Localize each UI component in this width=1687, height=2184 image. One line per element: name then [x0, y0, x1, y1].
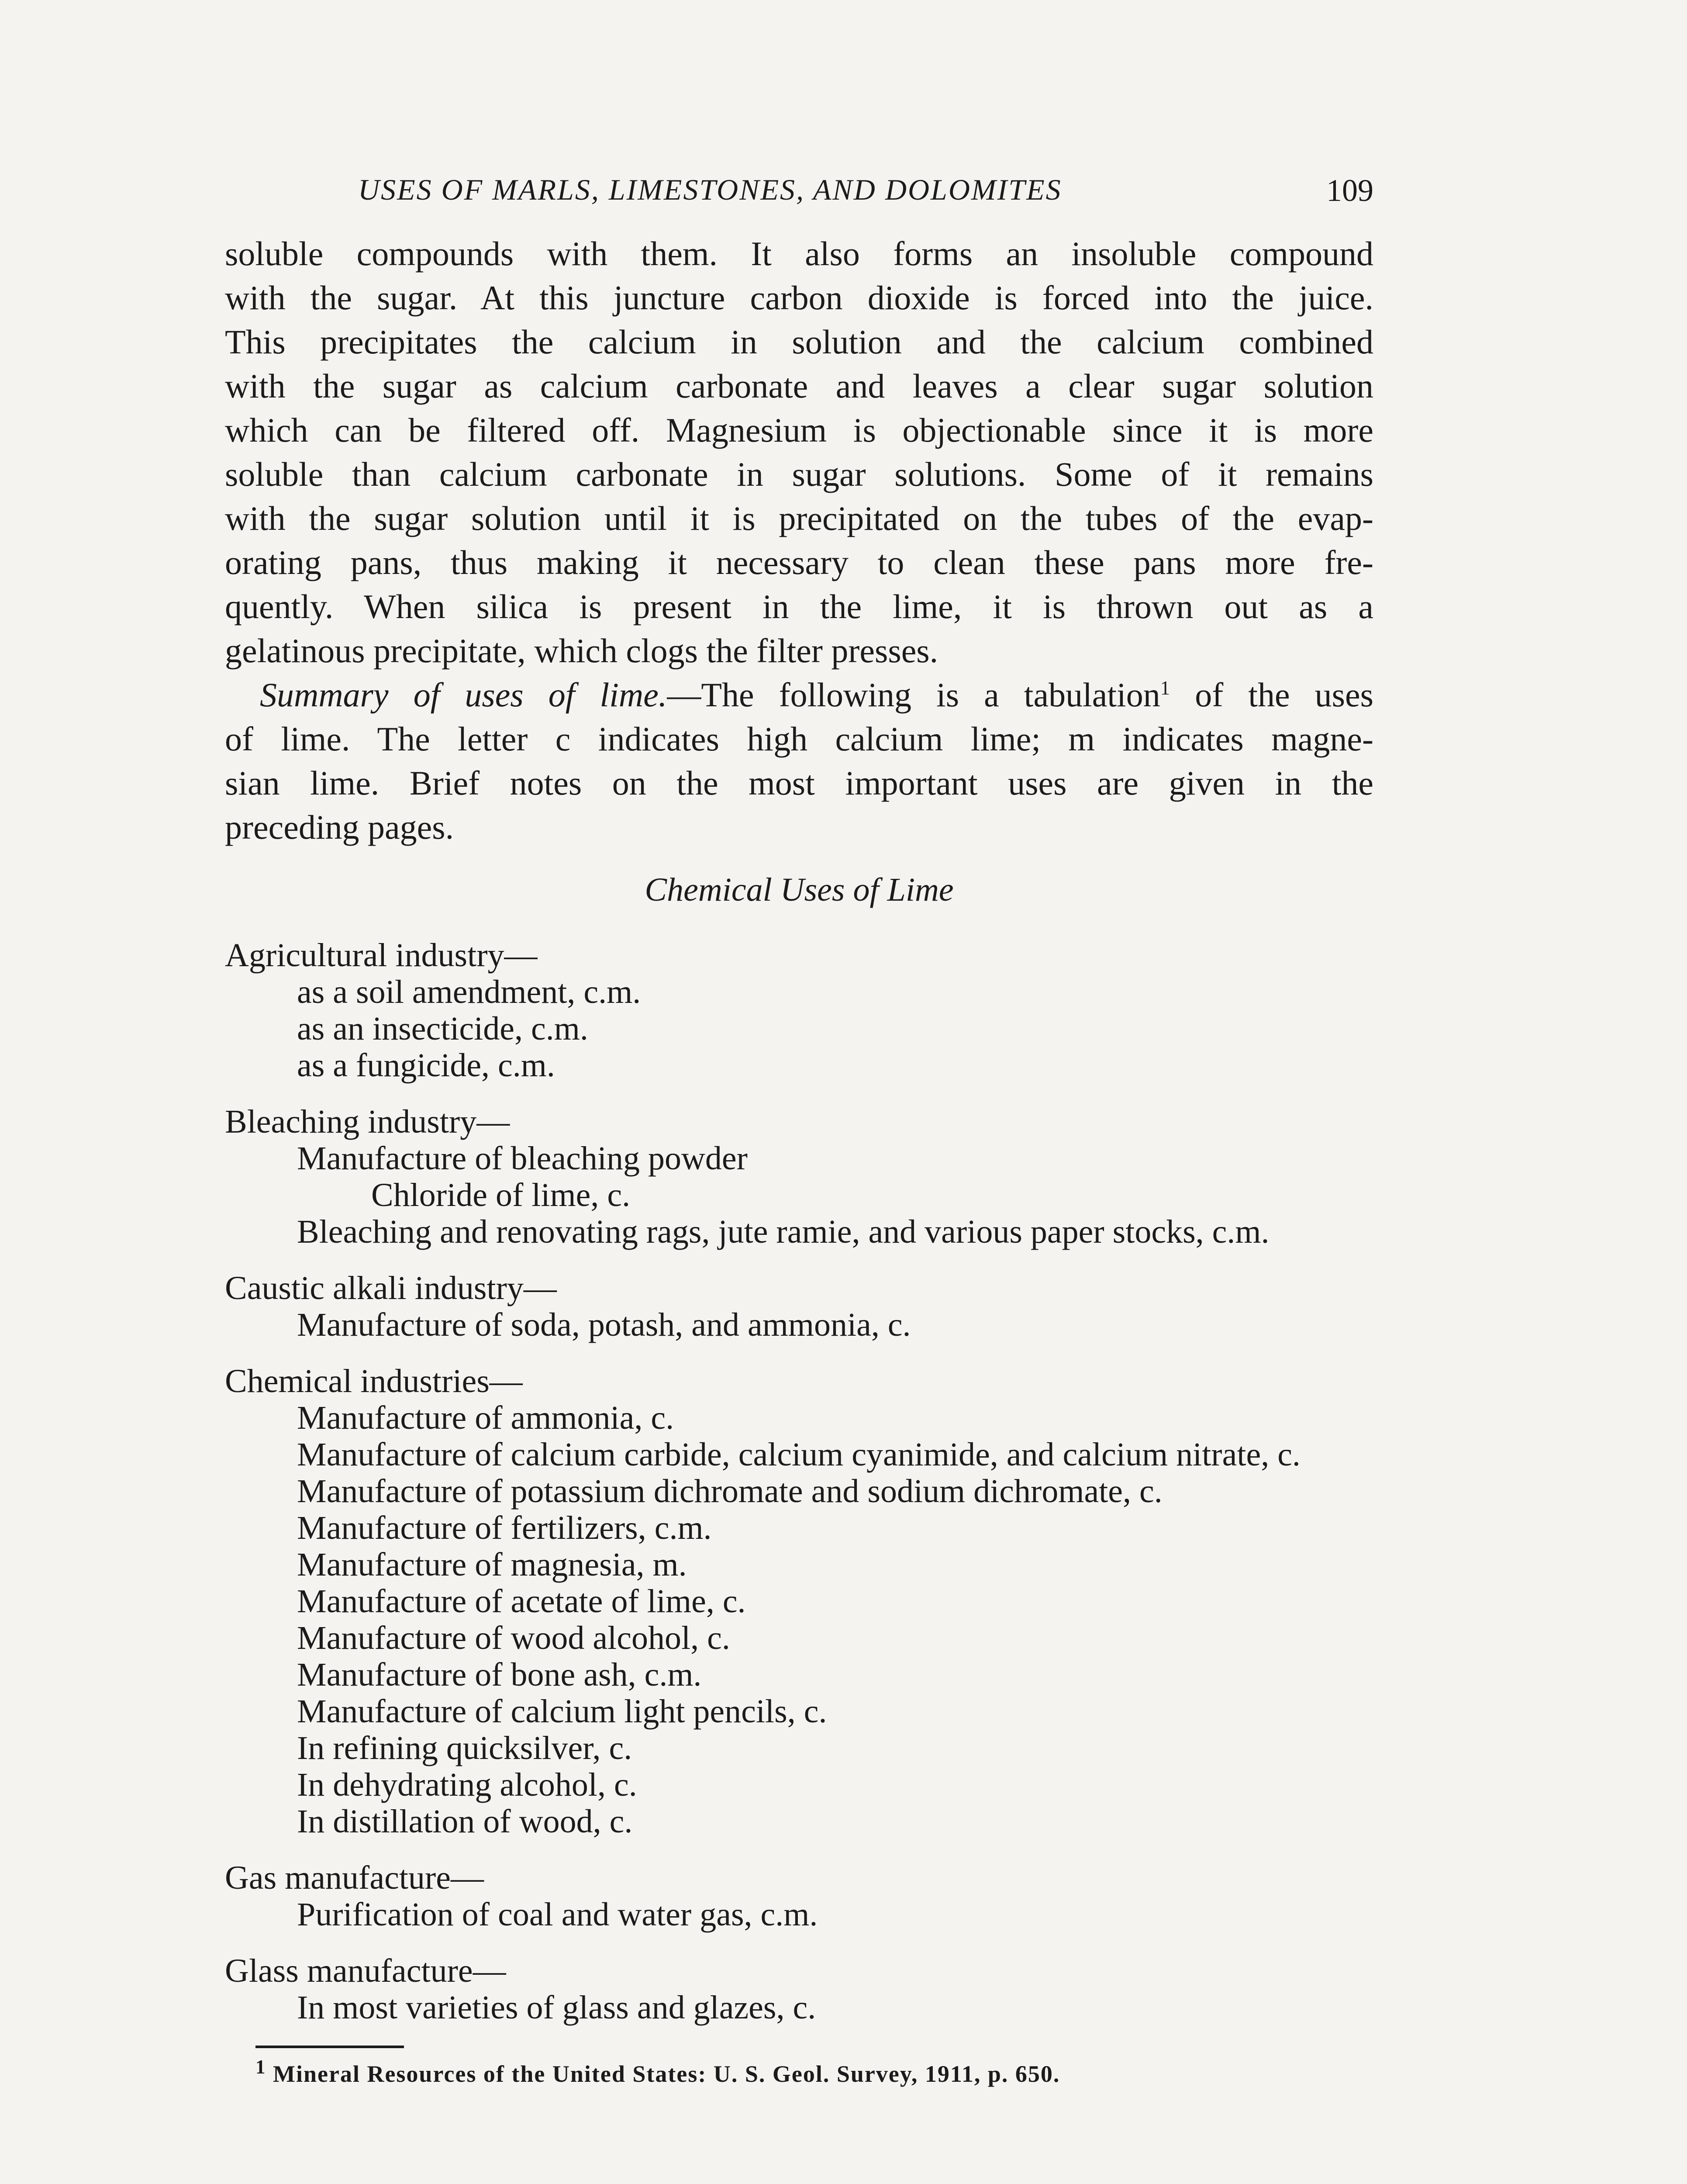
list-item: Purification of coal and water gas, c.m. — [297, 1896, 818, 1933]
page-header — [225, 175, 1373, 223]
text-line: with the sugar solution until it is precipitated on the tubes of the evap- — [225, 499, 1373, 537]
footnote-reference[interactable]: 1 — [1160, 677, 1170, 699]
text-line: preceding pages. — [225, 808, 454, 846]
group-glass — [225, 1952, 1373, 2026]
text-line: with the sugar as calcium carbonate and leaves a clear sugar solution — [225, 367, 1373, 405]
footnote-marker: 1 — [255, 2056, 266, 2078]
paragraph-summary — [225, 673, 1373, 849]
group-heading: Agricultural industry— — [225, 937, 538, 974]
group-heading: Bleaching industry— — [225, 1103, 510, 1140]
list-item: Manufacture of acetate of lime, c. — [297, 1583, 746, 1620]
text-line: with the sugar. At this juncture carbon dioxide is forced into the juice. — [225, 279, 1373, 317]
group-agricultural — [225, 937, 1373, 1084]
list-item: In most varieties of glass and glazes, c. — [297, 1989, 816, 2026]
list-item: In dehydrating alcohol, c. — [297, 1766, 637, 1803]
group-chemical — [225, 1363, 1373, 1840]
text-line: sian lime. Brief notes on the most important uses are given in the — [225, 764, 1373, 802]
paragraph-sugar-refining — [225, 232, 1373, 673]
group-heading: Chemical industries— — [225, 1363, 523, 1400]
list-item: In distillation of wood, c. — [297, 1803, 633, 1840]
book-page — [225, 175, 1373, 2087]
list-item: Manufacture of bleaching powder — [297, 1140, 748, 1177]
group-gas — [225, 1859, 1373, 1933]
text-line: soluble than calcium carbonate in sugar solutions. Some of it remains — [225, 455, 1373, 493]
text-line: which can be filtered off. Magnesium is objectionable since it is more — [225, 411, 1373, 449]
list-item: Manufacture of soda, potash, and ammonia, c. — [297, 1306, 911, 1343]
list-item: Manufacture of fertilizers, c.m. — [297, 1510, 712, 1546]
section-title: Chemical Uses of Lime — [645, 871, 954, 908]
list-item: Manufacture of ammonia, c. — [297, 1400, 674, 1436]
list-item: In refining quicksilver, c. — [297, 1730, 632, 1766]
footnote-divider — [255, 2046, 404, 2048]
footnote — [255, 2056, 1373, 2087]
list-item: Manufacture of calcium light pencils, c. — [297, 1693, 827, 1730]
running-head: USES OF MARLS, LIMESTONES, AND DOLOMITES — [358, 173, 1062, 206]
page-number: 109 — [1326, 173, 1373, 208]
list-item: Manufacture of wood alcohol, c. — [297, 1620, 730, 1656]
summary-lead: Summary of uses of lime. — [260, 676, 667, 714]
list-item: as a soil amendment, c.m. — [297, 974, 641, 1010]
text-line: gelatinous precipitate, which clogs the filter presses. — [225, 632, 938, 670]
list-item: Manufacture of bone ash, c.m. — [297, 1656, 702, 1693]
text-line: orating pans, thus making it necessary to clean these pans more fre- — [225, 543, 1373, 581]
text-line: of lime. The letter c indicates high calcium lime; m indicates magne- — [225, 720, 1373, 758]
list-item: Bleaching and renovating rags, jute ramie, and various paper stocks, c.m. — [297, 1213, 1270, 1250]
group-heading: Gas manufacture— — [225, 1859, 484, 1896]
list-item: Manufacture of potassium dichromate and sodium dichromate, c. — [297, 1473, 1163, 1510]
list-item: as an insecticide, c.m. — [297, 1010, 588, 1047]
summary-text: —The following is a tabulation — [667, 676, 1160, 714]
group-bleaching — [225, 1103, 1373, 1250]
uses-list — [225, 937, 1373, 2026]
group-caustic-alkali — [225, 1270, 1373, 1343]
group-heading: Caustic alkali industry— — [225, 1270, 557, 1306]
summary-text: of the uses — [1170, 676, 1373, 714]
text-line — [225, 673, 1373, 717]
list-item: Manufacture of magnesia, m. — [297, 1546, 687, 1583]
group-heading: Glass manufacture— — [225, 1952, 506, 1989]
footnote-text: Mineral Resources of the United States: U. S. Geol. Survey, 1911, p. 650. — [266, 2061, 1060, 2087]
list-subitem: Chloride of lime, c. — [371, 1177, 631, 1213]
text-line: This precipitates the calcium in solution and the calcium combined — [225, 323, 1373, 361]
list-item: Manufacture of calcium carbide, calcium cyanimide, and calcium nitrate, c. — [297, 1436, 1301, 1473]
text-line: quently. When silica is present in the lime, it is thrown out as a — [225, 587, 1373, 625]
list-item: as a fungicide, c.m. — [297, 1047, 555, 1084]
text-line: soluble compounds with them. It also forms an insoluble compound — [225, 235, 1373, 273]
